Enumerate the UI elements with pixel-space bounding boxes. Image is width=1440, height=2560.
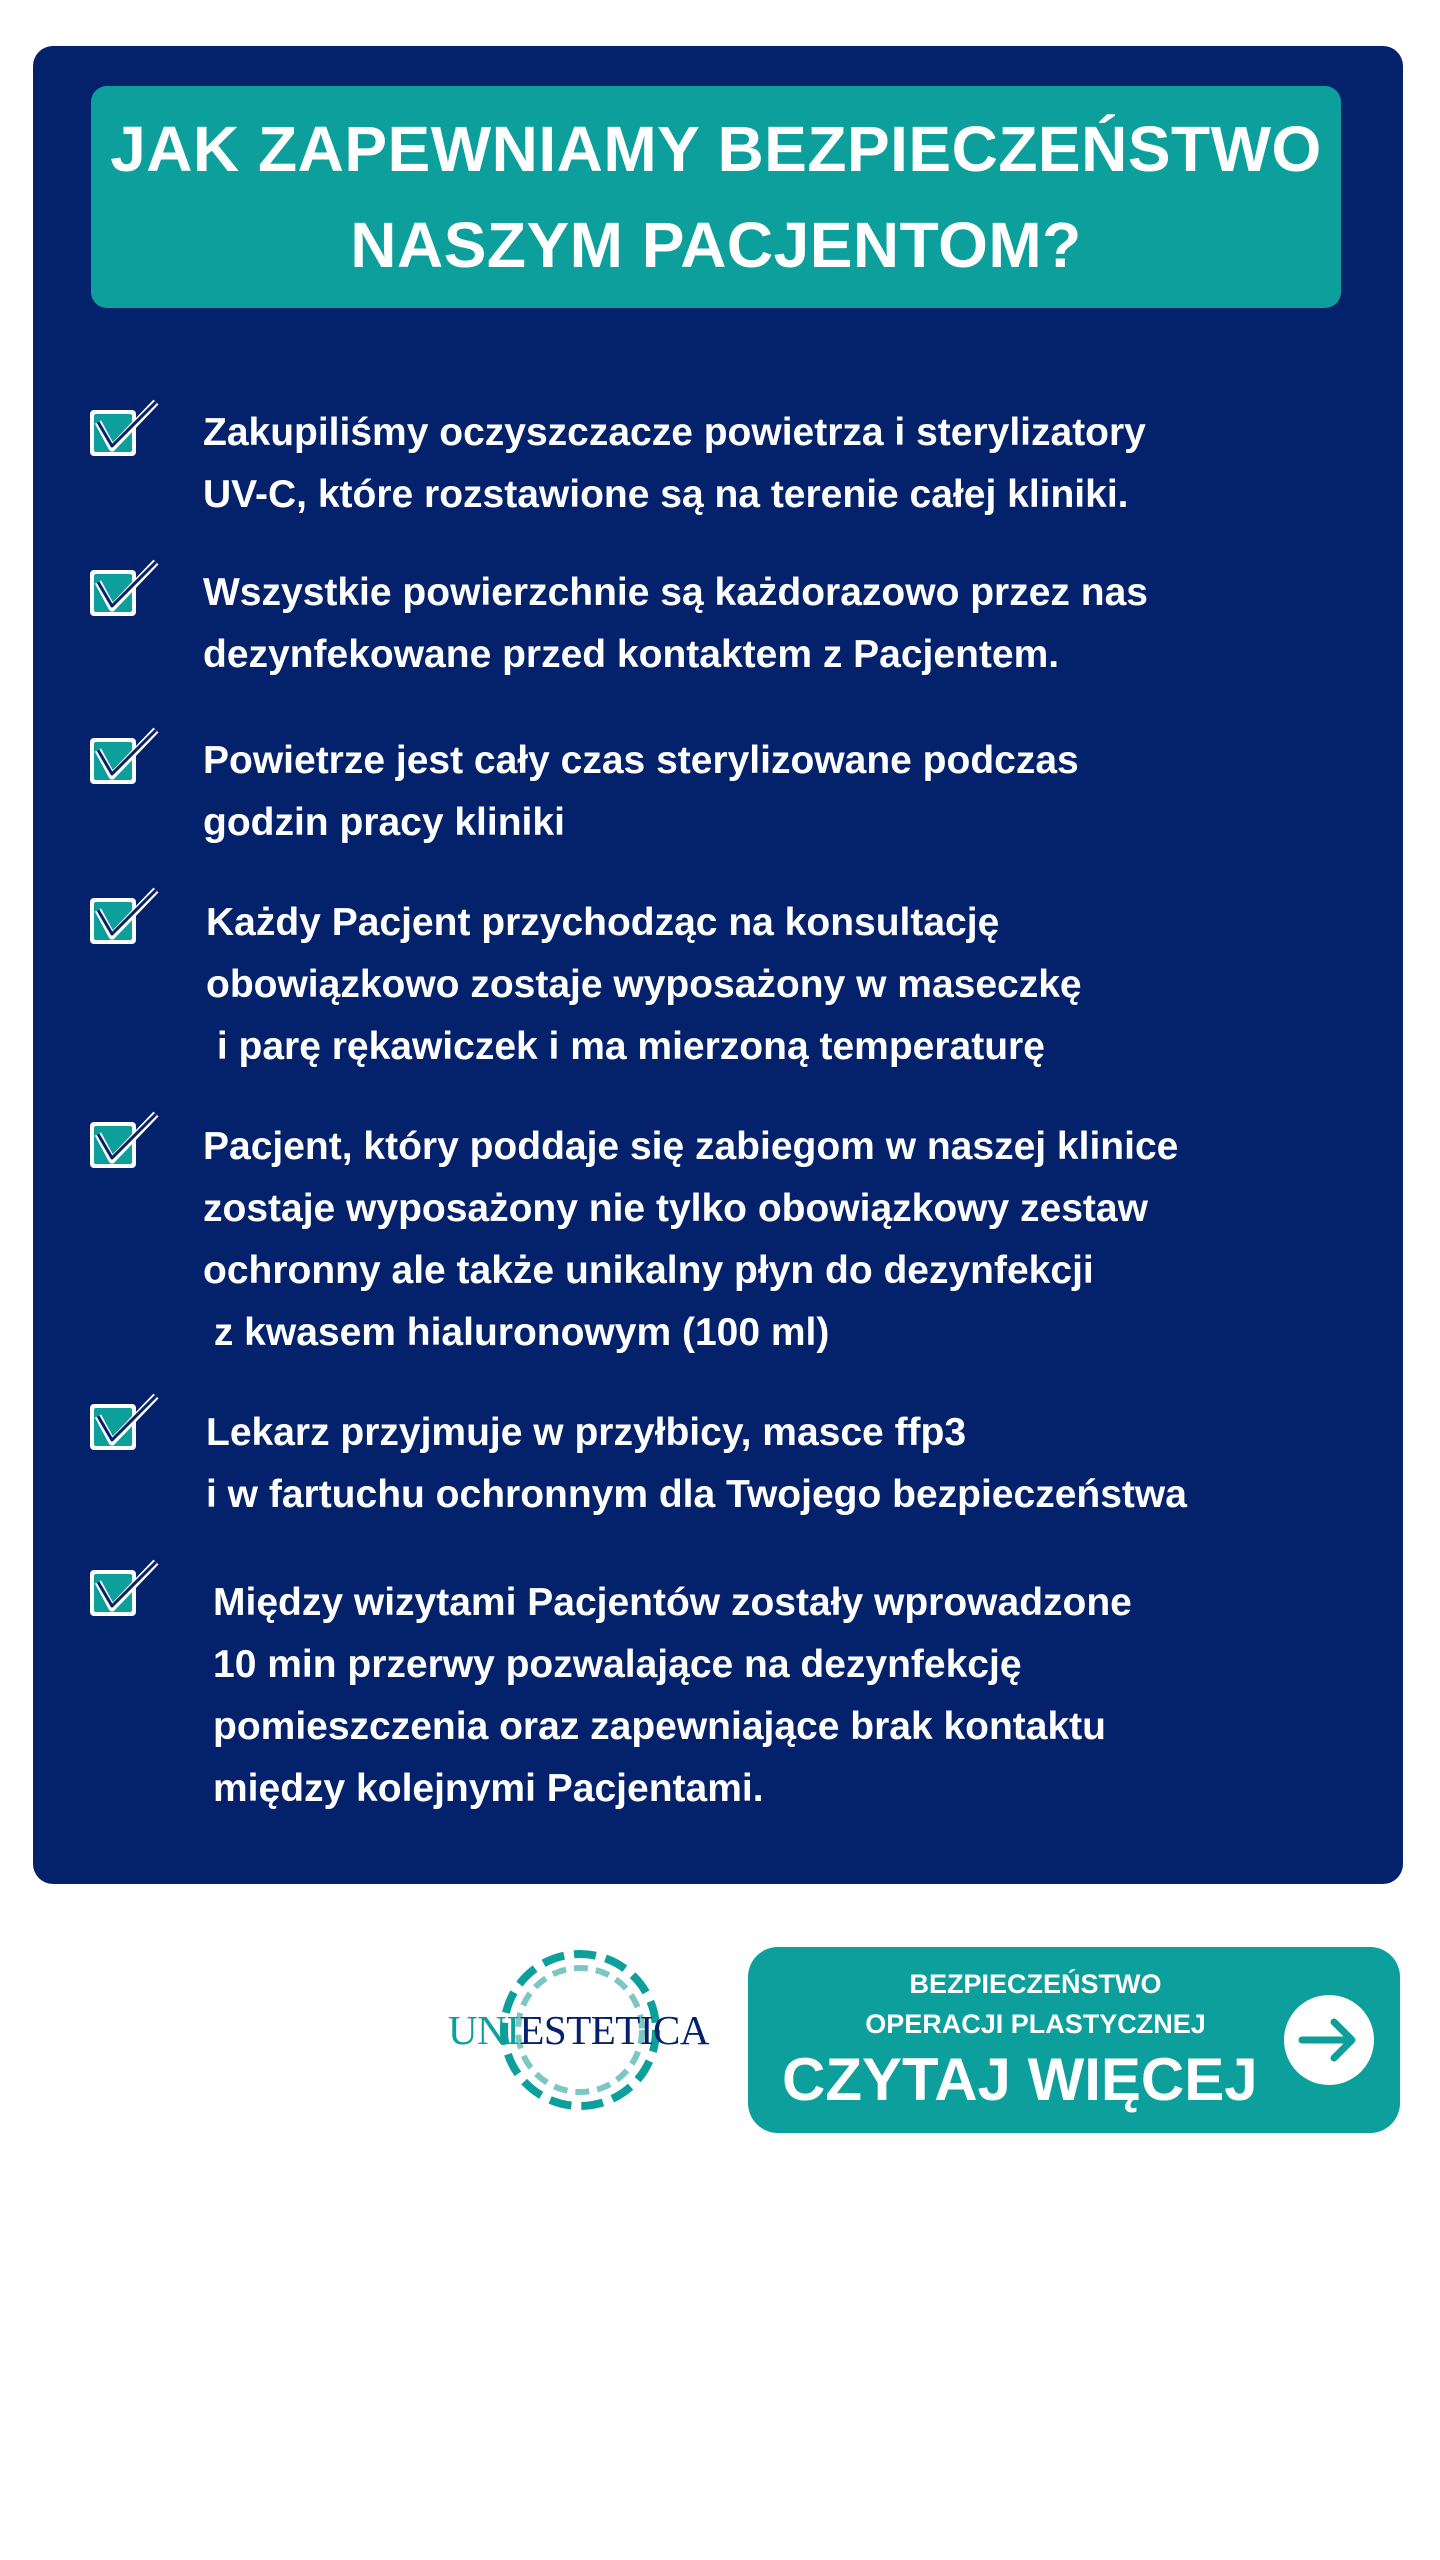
logo-text-estetica: ESTETICA <box>519 2007 709 2053</box>
item-line: pomieszczenia oraz zapewniające brak kontaktu <box>213 1705 1106 1748</box>
logo-text-uni: UNI <box>448 2007 520 2053</box>
item-line: i w fartuchu ochronnym dla Twojego bezpieczeństwa <box>206 1473 1187 1516</box>
checkbox-checked-icon <box>88 1108 160 1178</box>
info-panel <box>33 46 1403 1884</box>
item-line: Każdy Pacjent przychodząc na konsultację <box>206 901 1000 944</box>
page-title-line-2: NASZYM PACJENTOM? <box>350 209 1082 281</box>
item-line: 10 min przerwy pozwalające na dezynfekcję <box>213 1643 1022 1686</box>
arrow-right-circle-icon <box>1284 1995 1374 2085</box>
checkbox-checked-icon <box>88 884 160 954</box>
uniestetica-logo[interactable] <box>448 1944 709 2116</box>
cta-label: CZYTAJ WIĘCEJ <box>782 2046 1258 2113</box>
item-line: i parę rękawiczek i ma mierzoną temperaturę <box>206 1025 1045 1068</box>
cta-subtitle-line-2: OPERACJI PLASTYCZNEJ <box>865 2009 1206 2039</box>
item-line: Wszystkie powierzchnie są każdorazowo przez nas <box>203 571 1148 614</box>
item-line: między kolejnymi Pacjentami. <box>213 1767 764 1810</box>
item-line: Powietrze jest cały czas sterylizowane podczas <box>203 739 1079 782</box>
page-title-line-1: JAK ZAPEWNIAMY BEZPIECZEŃSTWO <box>110 113 1322 185</box>
item-line: ochronny ale także unikalny płyn do dezynfekcji <box>203 1249 1094 1292</box>
item-line: Zakupiliśmy oczyszczacze powietrza i sterylizatory <box>203 411 1146 454</box>
item-line: godzin pracy kliniki <box>203 801 565 844</box>
page-title <box>110 101 1322 293</box>
checkbox-checked-icon <box>88 396 160 466</box>
item-line: dezynfekowane przed kontaktem z Pacjentem. <box>203 633 1060 676</box>
item-line: z kwasem hialuronowym (100 ml) <box>203 1311 830 1354</box>
checkbox-checked-icon <box>88 556 160 626</box>
checkbox-checked-icon <box>88 724 160 794</box>
checkbox-checked-icon <box>88 1556 160 1626</box>
item-line: Między wizytami Pacjentów zostały wprowadzone <box>213 1581 1132 1624</box>
item-line: zostaje wyposażony nie tylko obowiązkowy zestaw <box>203 1187 1148 1230</box>
logo-wordmark <box>448 2007 709 2053</box>
cta-subtitle-line-1: BEZPIECZEŃSTWO <box>909 1969 1162 1999</box>
item-line: Pacjent, który poddaje się zabiegom w naszej klinice <box>203 1125 1179 1168</box>
item-line: Lekarz przyjmuje w przyłbicy, masce ffp3 <box>206 1411 967 1454</box>
read-more-button[interactable] <box>748 1947 1400 2133</box>
item-line: UV-C, które rozstawione są na terenie całej kliniki. <box>203 473 1129 516</box>
item-line: obowiązkowo zostaje wyposażony w maseczkę <box>206 963 1082 1006</box>
title-banner <box>91 86 1341 308</box>
checkbox-checked-icon <box>88 1390 160 1460</box>
